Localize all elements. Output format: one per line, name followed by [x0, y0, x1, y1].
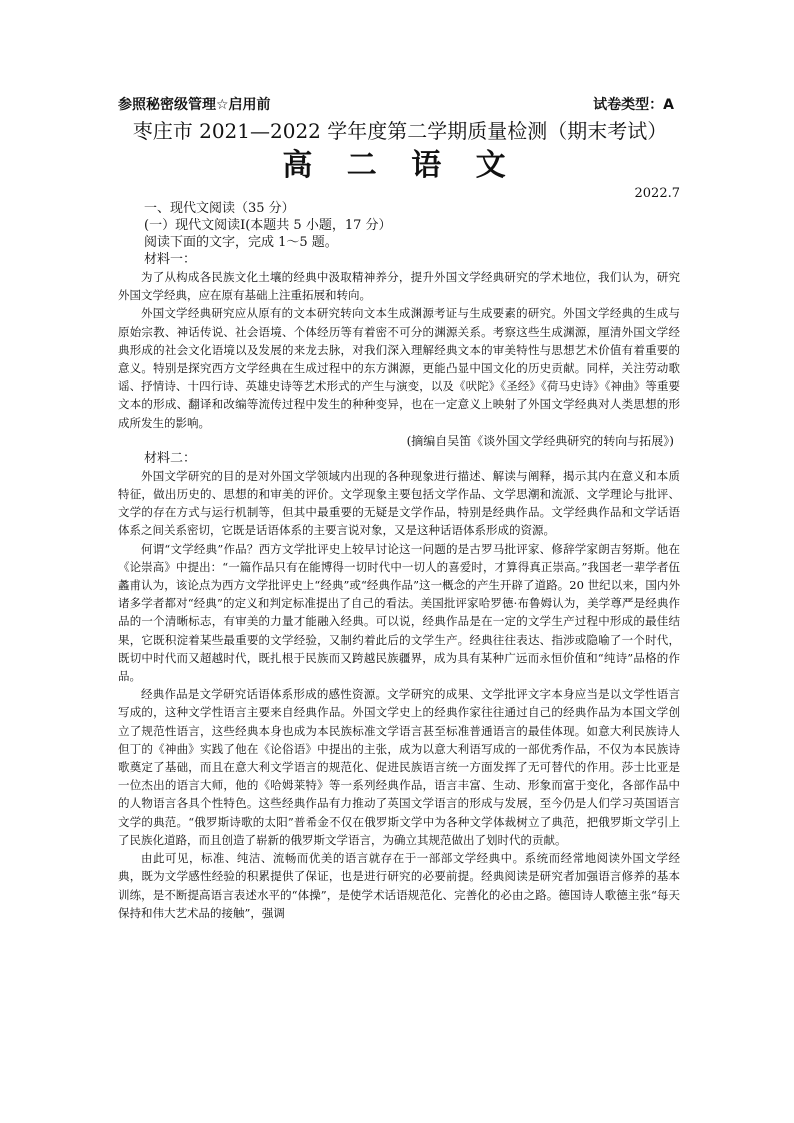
paragraph: 外国文学经典研究应从原有的文本研究转向文本生成渊源考证与生成要素的研究。外国文学经典的生成与原始宗教、神话传说、社会语境、个体经历等有着密不可分的渊源关系。考察这些生成渊源，厘清外国文学经典形成的社会文化语境以及发展的来龙去脉，对我们深入理解经典文本的审美特性与思想艺术价值有着重要的意义。特别是探究西方文学经典在生成过程中的东方渊源，更能凸显中国文化的历史贡献。同样，关注劳动歌谣、抒情诗、十四行诗、英雄史诗等艺术形式的产生与演变，以及《吠陀》《圣经》《荷马史诗》《神曲》等重要文本的形成、翻译和改编等流传过程中发生的种种变异，也在一定意义上映射了外国文学经典对人类思想的形成所发生的影响。 [118, 306, 680, 430]
exam-date: 2022.7 [634, 186, 680, 201]
paragraph: 经典作品是文学研究话语体系形成的感性资源。文学研究的成果、文学批评文字本身应当是以文学性语言写成的，这种文学性语言主要来自经典作品。外国文学史上的经典作家往往通过自己的经典作品为本国文学创立了规范性语言，这些经典本身也成为本民族标准文学语言甚至标准普通语言的最佳体现。如意大利民族诗人但丁的《神曲》实践了他在《论俗语》中提出的主张，成为以意大利语写成的一部优秀作品，不仅为本民族诗歌奠定了基础，而且在意大利文学语言的规范化、促进民族语言统一方面发挥了无可替代的作用。莎士比亚是一位杰出的语言大师，他的《哈姆莱特》等一系列经典作品，语言丰富、生动、形象而富于变化，各部作品中的人物语言各具个性特色。这些经典作品有力推动了英国文学语言的形成与发展，至今仍是人们学习英国语言文学的典范。“俄罗斯诗歌的太阳”普希金不仅在俄罗斯文学中为各种文学体裁树立了典范，把俄罗斯文学引上了民族化道路，而且创造了崭新的俄罗斯文学语言，为确立其规范做出了划时代的贡献。 [118, 687, 680, 847]
paragraph: 何谓“文学经典”作品？西方文学批评史上较早讨论这一问题的是古罗马批评家、修辞学家朗吉努斯。他在《论崇高》中提出：“一篇作品只有在能博得一切时代中一切人的喜爱时，才算得真正崇高。”我国老一辈学者伍蠡甫认为，该论点为西方文学批评史上“经典”或“经典作品”这一概念的产生开辟了道路。20 世纪以来，国内外诸多学者都对“经典”的定义和判定标准提出了自己的看法。美国批评家哈罗德·布鲁姆认为，美学尊严是经典作品的一个清晰标志，有审美的力量才能融入经典。可以说，经典作品是在一定的文学生产过程中形成的最佳结果，它既积淀着某些最重要的文学经验，又制约着此后的文学生产。经典往往表达、指涉或隐喻了一个时代，既切中时代而又超越时代，既扎根于民族而又跨越民族疆界，成为具有某种广远而永恒价值和“纯诗”品格的作品。 [118, 541, 680, 684]
paragraph: 外国文学研究的目的是对外国文学领域内出现的各种现象进行描述、解读与阐释，揭示其内在意义和本质特征，做出历史的、思想的和审美的评价。文学现象主要包括文学作品、文学思潮和流派、文学理论与批评、文学的存在方式与运行机制等，但其中最重要的无疑是文学作品，特别是经典作品。文学经典作品和文学话语体系之间关系密切，它既是话语体系的主要言说对象，又是这种话语体系形成的资源。 [118, 468, 680, 538]
paragraph: 为了从构成各民族文化土壤的经典中汲取精神养分，提升外国文学经典研究的学术地位，我们认为，研究外国文学经典，应在原有基础上注重拓展和转向。 [118, 270, 680, 303]
top-line [118, 96, 674, 114]
exam-content [118, 200, 680, 922]
material2-label: 材料二： [144, 450, 197, 466]
material1-source: (摘编自吴笛《谈外国文学经典研究的转向与拓展》) [406, 433, 674, 448]
material1-label: 材料一： [144, 252, 197, 267]
confidential-notice: 参照秘密级管理☆启用前 [118, 97, 271, 113]
section-heading: 一、现代文阅读（35 分） [144, 201, 295, 216]
instruction: 阅读下面的文字，完成 1～5 题。 [144, 235, 338, 250]
section-subheading: (一）现代文阅读Ⅰ(本题共 5 小题，17 分） [144, 218, 392, 233]
subject-title: 高 二 语 文 [282, 148, 518, 183]
paper-type: 试卷类型：A [593, 97, 674, 113]
paragraph: 由此可见，标准、纯洁、流畅而优美的语言就存在于一部部文学经典中。系统而经常地阅读外国文学经典，既为文学感性经验的积累提供了保证，也是进行研究的必要前提。经典阅读是研究者加强语言修养的基本训练，是不断提高语言表述水平的“体操”，是使学术话语规范化、完善化的必由之路。德国诗人歌德主张“每天保持和伟大艺术品的接触”，强调 [118, 851, 680, 920]
exam-title: 枣庄市 2021—2022 学年度第二学期质量检测（期末考试） [132, 119, 668, 143]
